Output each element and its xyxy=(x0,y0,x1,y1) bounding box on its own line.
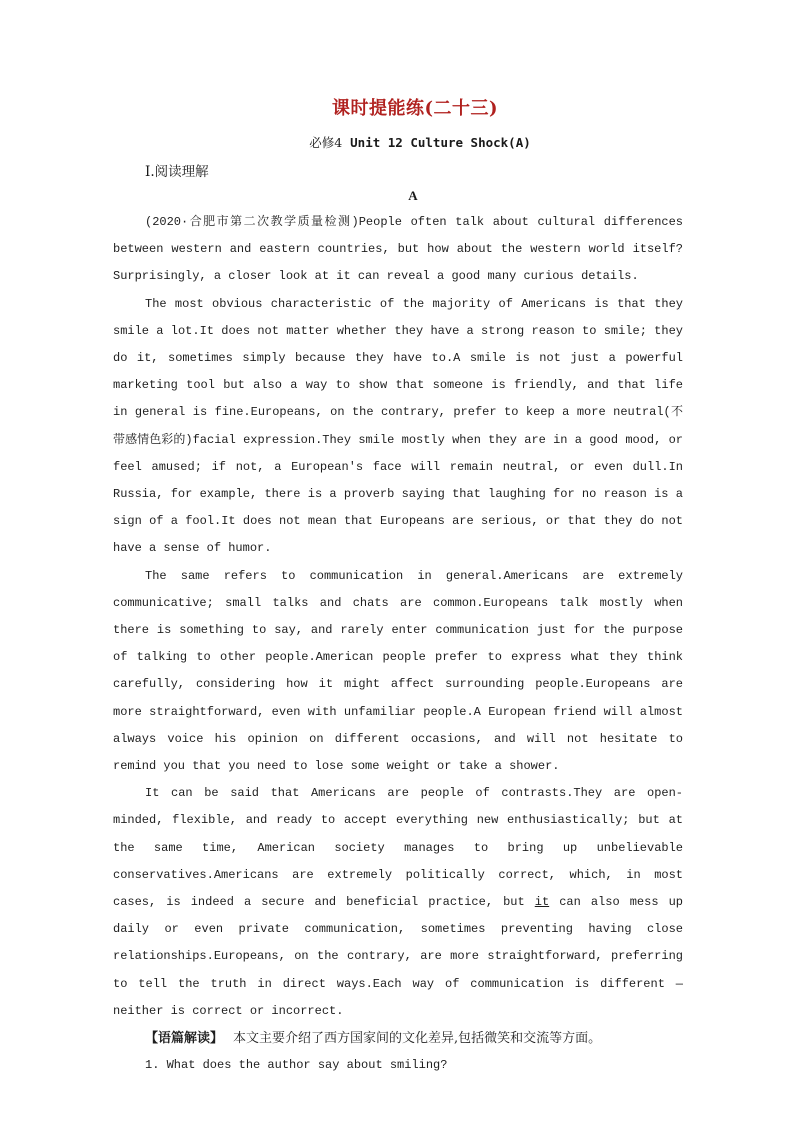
passage-body xyxy=(113,209,683,1080)
passage-paragraph-3: The same refers to communication in general.Americans are extremely communicative; small talks and chats are common.Europeans talk mostly when there is something to say, and rarely enter communication just for the purpose of talking to other people.American people prefer to express what they think carefully, considering how it might affect surrounding people.Europeans are more straightforward, even with unfamiliar people.A European friend will almost always voice his opinion on different occasions, and will not hesitate to remind you that you need to lose some weight or take a shower. xyxy=(113,568,683,774)
paragraph-4-part-1: It can be said that Americans are people of contrasts.They are open-minded, flexible, and ready to accept everything new enthusiastically; but at the same time, American society manages to bring up unbelievable conservatives.Americans are extremely politically correct, which, in most cases, is indeed a secure and beneficial practice, but xyxy=(113,786,683,910)
paragraph-4-part-2: can also mess up daily or even private communication, sometimes preventing having close relationships.Europeans, on the contrary, are more straightforward, preferring to tell the truth in direct ways.Each way of communication is different — neither is correct or incorrect. xyxy=(113,895,683,1018)
explanation-tag: 【语篇解读】 xyxy=(145,1031,224,1047)
passage-paragraph-1: (2020·合肥市第二次教学质量检测)People often talk about cultural differences between western and eastern countries, but how about the western world itself? Surprisingly, a closer look at it can reveal a good many curious details. xyxy=(113,215,683,284)
subtitle-prefix: 必修4 xyxy=(309,135,343,150)
passage-paragraph-4 xyxy=(113,780,683,1025)
page-title: 课时提能练(二十三) xyxy=(331,98,499,119)
subtitle-unit: Unit 12 Culture Shock(A) xyxy=(350,135,531,150)
page-subtitle xyxy=(0,133,794,151)
section-heading: Ⅰ.阅读理解 xyxy=(145,164,209,180)
passage-letter: A xyxy=(408,188,418,203)
underlined-word: it xyxy=(534,895,550,910)
passage-paragraph-2: The most obvious characteristic of the majority of Americans is that they smile a lot.It does not matter whether they have a strong reason to smile; they do it, sometimes simply because they have to.A smile is not just a powerful marketing tool but also a way to show that someone is friendly, and that life in general is fine.Europeans, on the contrary, prefer to keep a more neutral(不带感情色彩的)facial expression.They smile mostly when they are in a good mood, or feel amused; if not, a European's face will remain neutral, or even dull.In Russia, for example, there is a proverb saying that laughing for no reason is a sign of a fool.It does not mean that Europeans are serious, or that they do not have a sense of humor. xyxy=(113,296,683,556)
passage-explanation xyxy=(113,1025,683,1052)
explanation-text: 本文主要介绍了西方国家间的文化差异,包括微笑和交流等方面。 xyxy=(233,1031,602,1047)
question-1: 1. What does the author say about smiling? xyxy=(145,1058,448,1073)
